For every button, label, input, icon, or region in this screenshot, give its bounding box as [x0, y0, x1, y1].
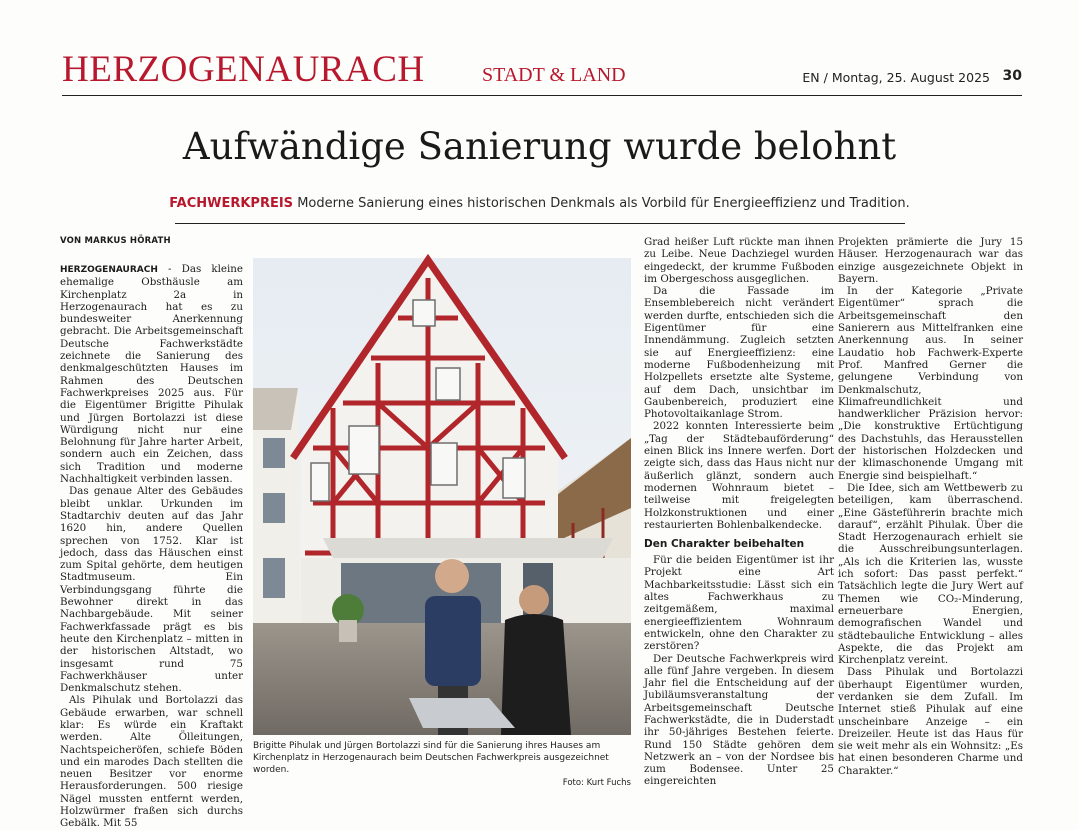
paragraph: Da die Fassade im Ensemblebereich nicht verändert werden durfte, entschieden sich die Eigentümer für eine Innendämmung. Zugleich setzten sie auf Energieeffizienz: eine moderne Fußbodenheizung mit Holzpellets ersetzte alte Systeme, auf dem Dach, unsichtbar im Gaubenbereich, produziert eine Photovoltaikanlage Strom. [644, 285, 834, 421]
paragraph: Die Idee, sich am Wettbewerb zu beteiligen, kam überraschend. „Eine Gästeführerin brachte mich darauf“, erzählt Pihulak. Über die Stadt Herzogenaurach erhielt sie die Ausschreibungsunterlagen. „Als ich die Kriterien las, wusste ich sofort: Das passt perfekt.“ Tatsächlich legte die Jury Wert auf Themen wie CO₂-Minderung, erneuerbare Energien, demografischen Wandel und städtebauliche Entwicklung – alles Aspekte, die das Projekt am Kirchenplatz vereint. [838, 481, 1023, 667]
paragraph: Als Pihulak und Bortolazzi das Gebäude erwarben, war schnell klar: Es würde ein Kraftakt werden. Alte Ölleitungen, Nachtspeicheröfen, schiefe Böden und ein marodes Dach stellten die neuen Besitzer vor enorme Herausforderungen. 500 riesige Nägel mussten entfernt werden, Holzwürmer fraßen sich durchs Gebälk. Mit 55 [60, 694, 243, 830]
article-column-2 [644, 236, 834, 786]
section-title: STADT & LAND [482, 64, 626, 86]
paragraph: 2022 konnten Interessierte beim „Tag der Städtebauförderung“ einen Blick ins Innere werfen. Dort zeigte sich, dass das Haus nicht nur äußerlich glänzt, sondern auch modernen Wohnraum bietet – teilweise mit freigelegten Holzkonstruktionen und einer restaurierten Bohlenbalkendecke. [644, 420, 834, 531]
caption-text: Brigitte Pihulak und Jürgen Bortolazzi sind für die Sanierung ihres Hauses am Kirchenplatz in Herzogenaurach beim Deutschen Fachwerkpreis ausgezeichnet worden. [253, 741, 609, 775]
paragraph: Das genaue Alter des Gebäudes bleibt unklar. Urkunden im Stadtarchiv deuten auf das Jahr 1620 hin, andere Quellen sprechen von 1752. Klar ist jedoch, dass das Häuschen einst zum Spital gehörte, dem heutigen Stadtmuseum. Ein Verbindungsgang führte die Bewohner direkt in das Nachbargebäude. Mit seiner Fachwerkfassade prägt es bis heute den Kirchenplatz – mitten in der historischen Altstadt, wo insgesamt rund 75 Fachwerkhäuser unter Denkmalschutz stehen. [60, 485, 243, 695]
article-headline: Aufwändige Sanierung wurde belohnt [182, 125, 897, 168]
photo-caption [253, 740, 631, 789]
paragraph: Grad heißer Luft rückte man ihnen zu Leibe. Neue Dachziegel wurden eingedeckt, der krumme Fußboden im Obergeschoss ausgeglichen. [644, 236, 834, 285]
masthead [62, 48, 1022, 96]
paragraph: HERZOGENAURACH - Das kleine ehemalige Obsthäusle am Kirchenplatz 2a in Herzogenaurach hat es zu bundesweiter Anerkennung gebracht. Die Arbeitsgemeinschaft Deutsche Fachwerkstädte zeichnete die Sanierung des denkmalgeschützten Hauses im Rahmen des Deutschen Fachwerkpreises 2025 aus. Für die Eigentümer Brigitte Pihulak und Jürgen Bortolazzi ist diese Würdigung nicht nur eine Belohnung für Jahre harter Arbeit, sondern auch ein Zeichen, dass sich Tradition und moderne Nachhaltigkeit verbinden lassen. [60, 263, 243, 486]
photo-credit: Foto: Kurt Fuchs [562, 778, 631, 788]
paragraph: Der Deutsche Fachwerkpreis wird alle fünf Jahre vergeben. In diesem Jahr fiel die Entscheidung auf der Jubiläumsveranstaltung der Arbeitsgemeinschaft Deutsche Fachwerkstädte, die in Duderstadt ihr 50-jähriges Bestehen feierte. Rund 150 Städte gehören dem Netzwerk an – von der Nordsee bis zum Bodensee. Unter 25 eingereichten [644, 652, 834, 788]
article-teaser: Moderne Sanierung eines historischen Denkmals als Vorbild für Energieeffizienz und Tradition. [297, 196, 910, 211]
article-teaser-line [0, 195, 1079, 213]
paragraph: Dass Pihulak und Bortolazzi überhaupt Eigentümer wurden, verdanken sie dem Zufall. Im Internet stieß Pihulak auf eine unscheinbare Anzeige – ein Dreizeiler. Heute ist das Haus für sie weit mehr als ein Wohnsitz: „Es hat einen besonderen Charme und Charakter.“ [838, 666, 1023, 777]
article-photo [253, 258, 631, 735]
article-kicker: FACHWERKPREIS [169, 196, 294, 211]
paragraph: Für die beiden Eigentümer ist ihr Projekt eine Art Machbarkeitsstudie: Lässt sich ein altes Fachwerkhaus zu zeitgemäßem, maximal energieeffizientem Wohnraum entwickeln, ohne den Charakter zu zerstören? [644, 554, 834, 653]
paragraph: In der Kategorie „Private Eigentümer“ sprach die Arbeitsgemeinschaft den Sanierern aus Mittelfranken eine Anerkennung aus. In seiner Laudatio hob Fachwerk-Experte Prof. Manfred Gerner die gelungene Verbindung von Denkmalschutz, Klimafreundlichkeit und handwerklicher Präzision hervor: „Die konstruktive Ertüchtigung des Dachstuhls, das Herausstellen der historischen Holzdecken und der klimaschonende Umgang mit Energie sind beispielhaft.“ [838, 285, 1023, 482]
article-column-1 [60, 263, 243, 830]
article-subhead: Den Charakter beibehalten [644, 538, 805, 551]
edition-date: EN / Montag, 25. August 2025 [802, 70, 990, 85]
photo-illustration [253, 258, 631, 735]
page-number: 30 [1002, 68, 1022, 84]
byline: VON MARKUS HÖRATH [60, 236, 171, 246]
article-column-3 [838, 236, 1023, 786]
headline-rule [175, 223, 905, 224]
newspaper-title: HERZOGENAURACH [62, 49, 425, 90]
dateline: HERZOGENAURACH [60, 265, 158, 275]
paragraph: Projekten prämierte die Jury 15 Häuser. Herzogenaurach war das einzige ausgezeichnete Objekt in Bayern. [838, 236, 1023, 285]
